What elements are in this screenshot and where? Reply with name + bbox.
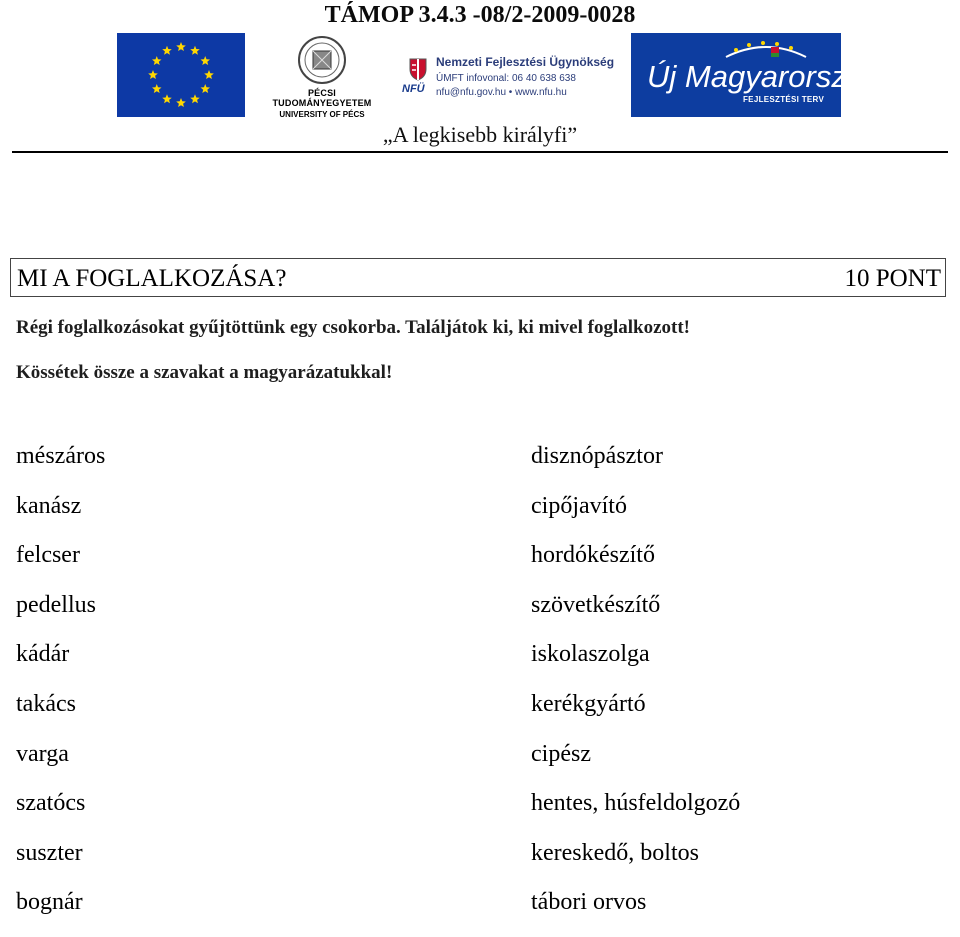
eu-star-icon [190,46,200,55]
word-item[interactable]: kanász [16,492,82,519]
agency-logo [400,43,625,103]
agency-name: Nemzeti Fejlesztési Ügynökség [436,55,615,69]
eu-star-icon [152,56,162,65]
word-item[interactable]: kádár [16,641,70,668]
agency-phone: ÚMFT infovonal: 06 40 638 638 [436,73,576,84]
word-item[interactable]: varga [16,740,69,767]
university-name: PÉCSI TUDOMÁNYEGYETEM [272,88,372,108]
word-item[interactable]: mészáros [16,443,106,469]
logo-strip [0,33,960,123]
eu-star-icon [152,84,162,93]
eu-star-icon [176,98,186,107]
university-seal-icon [297,35,347,85]
meaning-item[interactable]: disznópásztor [531,443,663,469]
university-logo [258,33,386,117]
word-item[interactable]: felcser [16,542,80,569]
eu-star-icon [201,84,211,93]
word-item[interactable]: bognár [16,889,83,916]
meaning-item[interactable]: cipőjavító [531,492,627,519]
book-title: „A legkisebb királyfi” [382,122,578,147]
plan-subtitle: FEJLESZTÉSI TERV [743,95,825,104]
plan-name: Új Magyarország [647,59,882,94]
words-column [16,441,105,937]
word-item[interactable]: szatócs [16,790,86,817]
agency-abbr: NFÜ [402,83,425,95]
word-item[interactable]: suszter [16,839,83,866]
meaning-item[interactable]: hordókészítő [531,542,655,569]
eu-star-icon [204,70,214,79]
meaning-item[interactable]: iskolaszolga [531,641,650,668]
instruction-line-2: Kössétek össze a szavakat a magyarázatukkal! [16,362,393,383]
eu-star-icon [148,70,158,79]
task-question: MI A FOGLALKOZÁSA? [17,265,287,292]
meaning-item[interactable]: szövetkészítő [531,591,661,618]
eu-star-icon [190,94,200,103]
instruction-line-1: Régi foglalkozásokat gyűjtöttünk egy csokorba. Találjátok ki, ki mivel foglalkozott! [16,317,690,338]
meaning-item[interactable]: kerékgyártó [531,690,646,717]
university-name-en: UNIVERSITY OF PÉCS [279,110,365,119]
word-item[interactable]: takács [16,690,76,717]
header-divider [12,151,948,153]
meaning-item[interactable]: kereskedő, boltos [531,839,699,866]
meaning-item[interactable]: cipész [531,740,591,767]
meaning-item[interactable]: hentes, húsfeldolgozó [531,790,741,817]
eu-star-icon [201,56,211,65]
eu-star-icon [162,46,172,55]
eu-star-icon [176,42,186,51]
task-header-box [10,258,946,297]
eu-flag-logo [117,33,245,117]
task-points: 10 PONT [844,265,941,292]
eu-star-icon [162,94,172,103]
agency-web: nfu@nfu.gov.hu • www.nfu.hu [436,87,567,98]
meanings-column [531,441,740,937]
meaning-item[interactable]: tábori orvos [531,889,647,916]
word-item[interactable]: pedellus [16,591,96,618]
uj-magyarorszag-logo [631,33,882,117]
project-id: TÁMOP 3.4.3 -08/2-2009-0028 [324,2,636,28]
hungarian-crest-icon [408,57,428,81]
